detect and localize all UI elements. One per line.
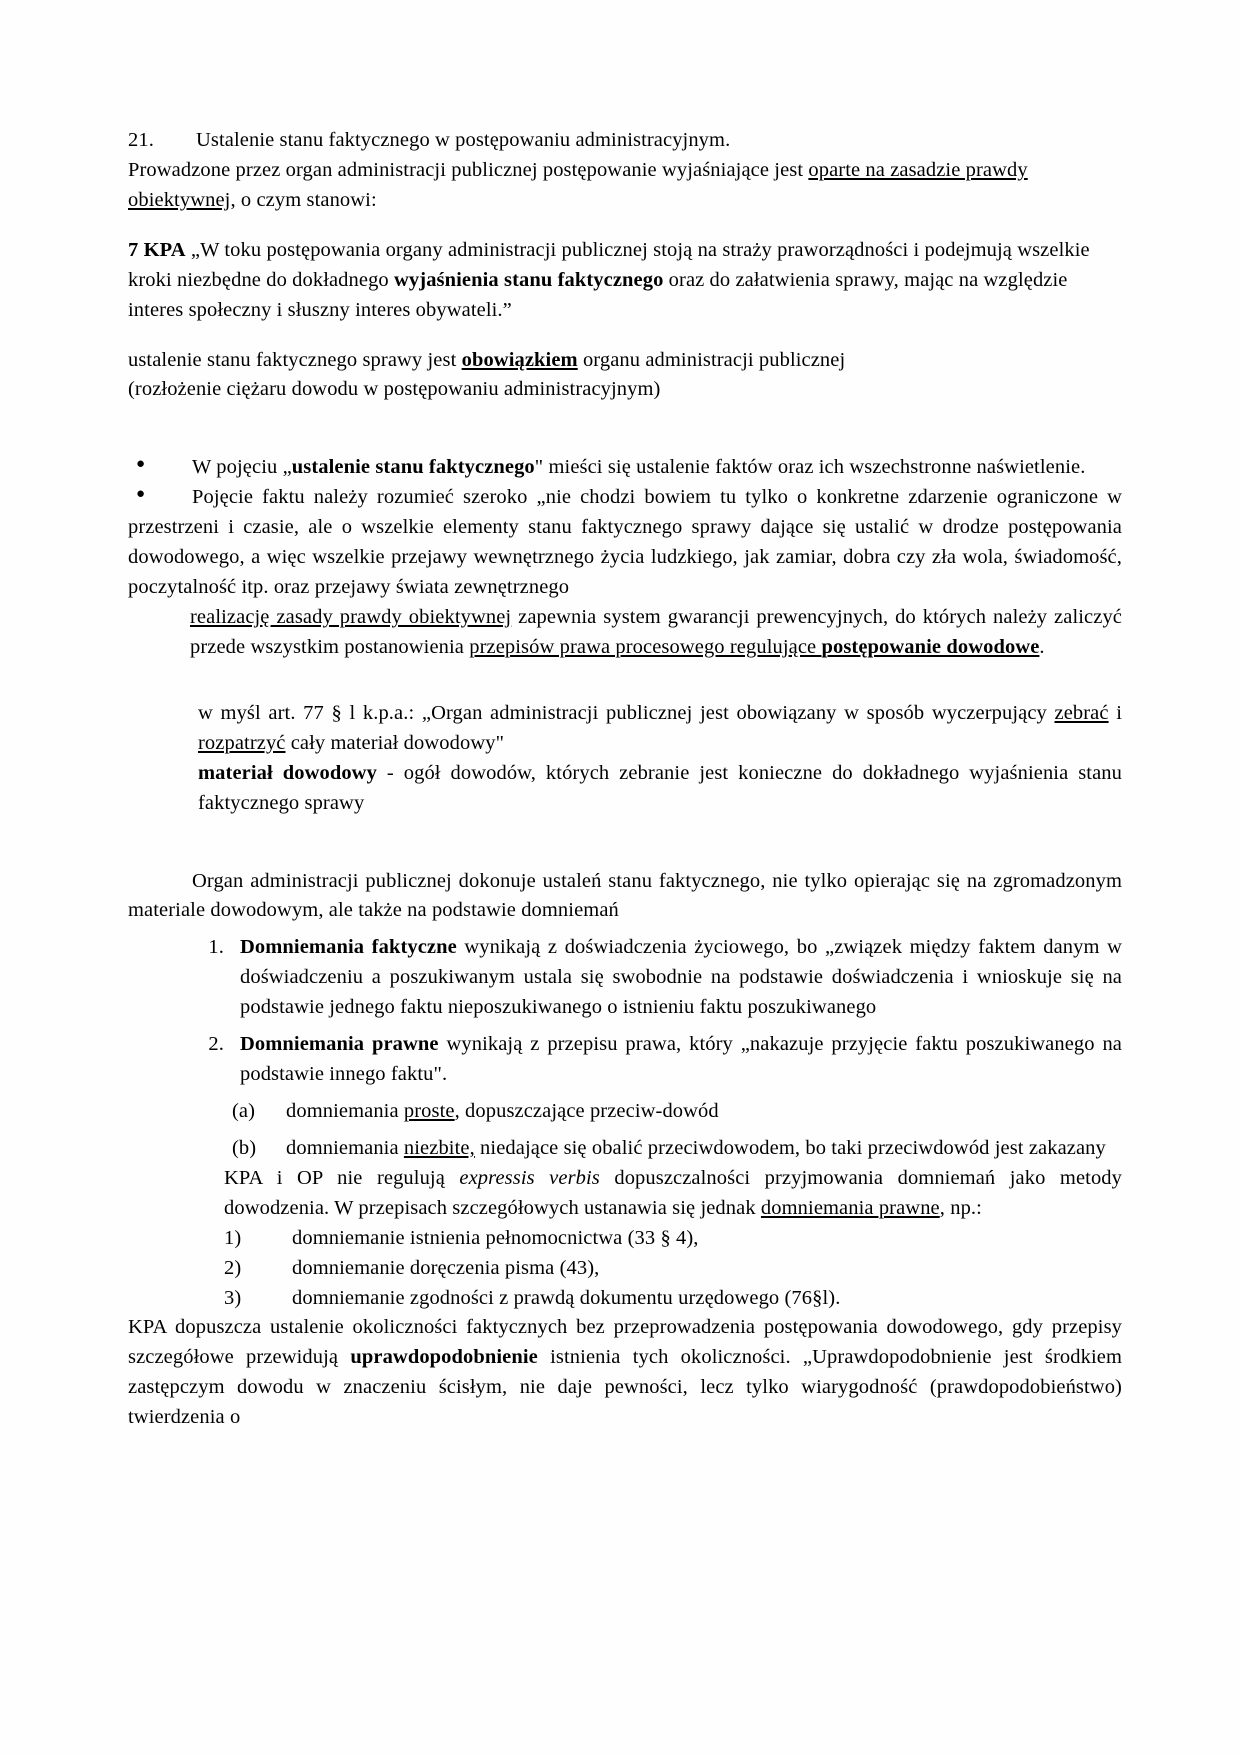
gwarancje-underline-2: przepisów prawa procesowego regulujące: [469, 635, 822, 658]
kpa-op-before: KPA i OP nie regulują: [224, 1166, 460, 1189]
kpa-op-underlined: domniemania prawne: [760, 1196, 940, 1219]
bullet-text: [128, 453, 1122, 483]
bullet-bold: ustalenie stanu faktycznego: [291, 456, 535, 479]
list-marker: (a): [232, 1099, 256, 1122]
paren-list-item: [224, 1224, 1122, 1254]
kpa-text-after: oraz do załatwienia sprawy, mając na względzie interes społeczny i słuszny interes obywateli.”: [128, 268, 1068, 321]
paren-list-item: [224, 1254, 1122, 1284]
gwarancje-mid: zapewnia system gwarancji prewencyjnych, do których należy zaliczyć przede wszystkim postanowienia: [190, 605, 1122, 658]
obowiazek-line2: (rozłożenie ciężaru dowodu w postępowaniu administracyjnym): [128, 378, 661, 401]
paren-item-text: domniemanie istnienia pełnomocnictwa (33 § 4),: [292, 1226, 699, 1249]
obowiazek-before: ustalenie stanu faktycznego sprawy jest: [128, 348, 462, 371]
lettered-list-item: [232, 1097, 1122, 1127]
bullet-after: " mieści się ustalenie faktów oraz ich wszechstronne naświetlenie.: [534, 456, 1086, 479]
gwarancje-underline-1: realizację zasady prawdy obiektywnej: [190, 605, 512, 628]
gwarancje-bold-underline: postępowanie dowodowe: [821, 635, 1040, 658]
paren-item-text: domniemanie zgodności z prawdą dokumentu urzędowego (76§l).: [292, 1286, 841, 1309]
section-heading: [128, 126, 1122, 156]
intro-paragraph: [128, 156, 1122, 216]
bullet-icon: ●: [136, 455, 146, 472]
kpa-text-before: „W toku postępowania organy administracji publicznej stoją na straży praworządności i podejmują wszelkie kroki niezbędne do dokładnego: [128, 238, 1090, 291]
intro-part1: Prowadzone przez organ administracji publicznej postępowanie wyjaśniające jest: [128, 158, 809, 181]
numbered-item-bold: Domniemania faktyczne: [240, 936, 457, 959]
numbered-item-body: wynikają z przepisu prawa, który „nakazuje przyjęcie faktu poszukiwanego na podstawie innego faktu".: [240, 1033, 1122, 1086]
closing-paragraph: [128, 1313, 1122, 1433]
bullet-item: [128, 453, 1122, 483]
list-marker: 2): [224, 1256, 242, 1279]
lettered-item-text: [286, 1100, 719, 1122]
organ-paragraph-text: Organ administracji publicznej dokonuje ustaleń stanu faktycznego, nie tylko opierając się na zgromadzonym materiale dowodowym, ale także na podstawie domniemań: [128, 869, 1122, 922]
organ-paragraph: [128, 867, 1122, 927]
material-dowodowy-definition: [198, 759, 1122, 819]
numbered-item-text: [240, 936, 1122, 1018]
intro-part2: , o czym stanowi:: [230, 188, 377, 211]
lettered-list-item: [232, 1134, 1122, 1164]
obowiazek-keyword: obowiązkiem: [461, 348, 578, 371]
intro-underlined: oparte na zasadzie prawdy obiektywnej: [128, 158, 1028, 211]
list-marker: 1): [224, 1226, 242, 1249]
kpa-op-paragraph: [224, 1164, 1122, 1224]
lettered-item-text: [286, 1137, 1106, 1159]
lettered-before: domniemania: [286, 1136, 404, 1159]
paren-list-item: [224, 1284, 1122, 1314]
lettered-after: , dopuszczające przeciw-dowód: [454, 1099, 719, 1122]
closing-bold: uprawdopodobnienie: [350, 1346, 538, 1369]
kpa-op-italic: expressis verbis: [459, 1166, 600, 1189]
kpa-bold-phrase: wyjaśnienia stanu faktycznego: [394, 268, 664, 291]
material-dowodowy-term: materiał dowodowy: [198, 761, 377, 784]
list-marker: (b): [232, 1136, 257, 1159]
section-title: Ustalenie stanu faktycznego w postępowaniu administracyjnym.: [196, 129, 731, 151]
art77-underline-2: rozpatrzyć: [198, 731, 286, 754]
bullet-before: W pojęciu „: [192, 456, 292, 479]
closing-part2: istnienia tych okoliczności. „Uprawdopodobnienie jest środkiem zastępczym dowodu w znaczeniu ścisłym, nie daje pewności, lecz tylko wiarygodność (prawdopodobieństwo) twierdzenia o: [128, 1346, 1122, 1429]
numbered-item-bold: Domniemania prawne: [240, 1033, 439, 1056]
art77-paragraph: [198, 699, 1122, 759]
bullet-text: [128, 483, 1122, 603]
lettered-before: domniemania: [286, 1099, 404, 1122]
lettered-underlined: proste: [403, 1099, 455, 1122]
numbered-item-body: wynikają z doświadczenia życiowego, bo „związek między faktem danym w doświadczeniu a poszukiwanym ustala się swobodnie na podstawie doświadczenia i wnioskuje się na podstawie jednego faktu nieposzukiwanego o istnieniu faktu poszukiwanego: [240, 936, 1122, 1019]
obowiazek-paragraph: [128, 346, 1122, 376]
lettered-after: niedające się obalić przeciwdowodem, bo taki przeciwdowód jest zakazany: [474, 1136, 1106, 1159]
paren-item-text: domniemanie doręczenia pisma (43),: [292, 1256, 600, 1279]
list-marker: 3): [224, 1286, 242, 1309]
art77-underline-1: zebrać: [1054, 701, 1109, 724]
art77-mid: i: [1108, 701, 1122, 724]
bullet-item: [128, 483, 1122, 603]
section-number: 21.: [128, 129, 154, 151]
gwarancje-paragraph: [190, 603, 1122, 663]
numbered-list-item: [168, 933, 1122, 1023]
bullet-after: Pojęcie faktu należy rozumieć szeroko „nie chodzi bowiem tu tylko o konkretne zdarzenie ograniczone w przestrzeni i czasie, ale o wszelkie elementy stanu faktycznego sprawy dające się ustalić w drodze postępowania dowodowego, a więc wszelkie przejawy wewnętrznego życia ludzkiego, jak zamiar, dobra czy zła wola, świadomość, poczytalność itp. oraz przejawy świata zewnętrznego: [128, 486, 1122, 599]
art77-line1-end: cały materiał dowodowy": [285, 731, 505, 754]
numbered-item-text: [240, 1033, 1122, 1085]
kpa-op-after: , np.:: [939, 1196, 982, 1219]
material-dowodowy-text: - ogół dowodów, których zebranie jest konieczne do dokładnego wyjaśnienia stanu faktycznego sprawy: [198, 761, 1123, 814]
gwarancje-end: .: [1039, 635, 1045, 658]
bullet-icon: ●: [136, 485, 146, 502]
kpa-label: 7 KPA: [128, 238, 186, 261]
numbered-list-item: [168, 1030, 1122, 1090]
document-body: [128, 126, 1122, 1433]
closing-part1: KPA dopuszcza ustalenie okoliczności faktycznych bez przeprowadzenia postępowania dowodowego, gdy przepisy szczegółowe przewidują: [128, 1316, 1122, 1369]
art77-line1: w myśl art. 77 § l k.p.a.: „Organ administracji publicznej jest obowiązany w sposób wyczerpujący: [198, 701, 1055, 724]
list-marker: 2.: [208, 1033, 224, 1056]
kpa-quote-paragraph: [128, 236, 1122, 326]
kpa-op-mid: dopuszczalności przyjmowania domniemań jako metody dowodzenia. W przepisach szczegółowych ustanawia się jednak: [224, 1166, 1122, 1219]
list-marker: 1.: [208, 936, 224, 959]
lettered-underlined: niezbite,: [403, 1136, 475, 1159]
obowiazek-after: organu administracji publicznej: [577, 348, 846, 371]
